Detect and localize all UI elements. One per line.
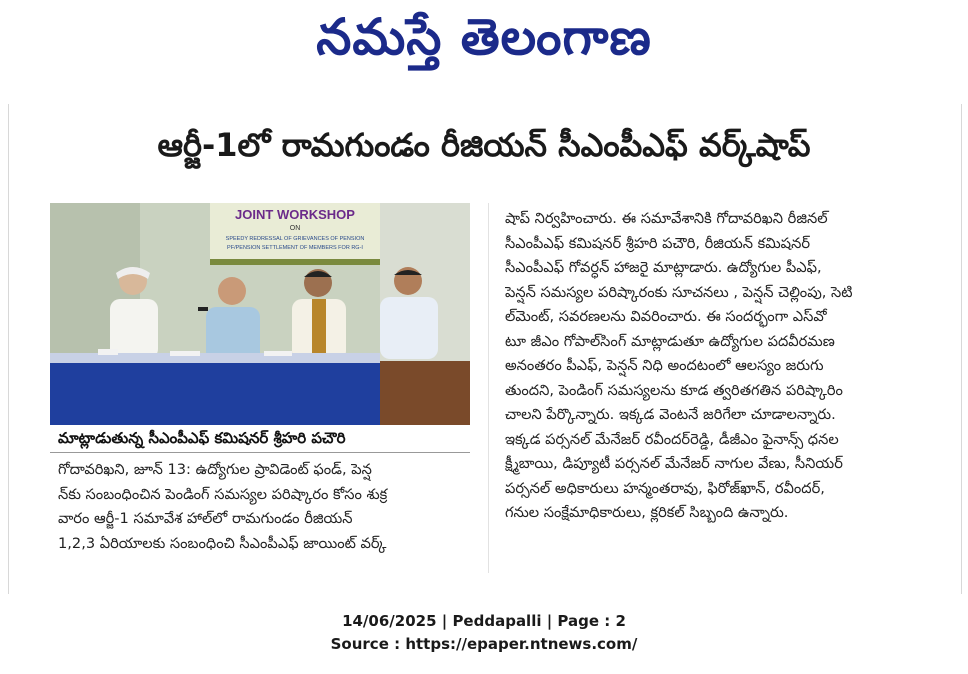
- footer-date-line: 14/06/2025 | Peddapalli | Page : 2: [342, 612, 626, 630]
- banner-line1: SPEEDY REDRESSAL OF GRIEVANCES OF PENSION: [225, 236, 365, 242]
- banner-line2: PF/PENSION SETTLEMENT OF MEMBERS FOR RG-I: [227, 245, 363, 251]
- footer-source-line: Source : https://epaper.ntnews.com/: [330, 635, 638, 653]
- masthead-logo: నమస్తే తెలంగాణ: [316, 8, 652, 66]
- photo-caption: మాట్లాడుతున్న సీఎంపీఎఫ్ కమిషనర్ శ్రీహరి పచౌరి: [58, 429, 346, 447]
- article-left-column: [58, 458, 470, 556]
- column-divider: [488, 203, 489, 573]
- article-line: తుందని, పెండింగ్ సమస్యలను కూడ త్వరితగతిన పరిష్కారిం: [505, 381, 843, 399]
- article-line: ల్‌మెంట్, సవరణలను వివరించారు. ఈ సందర్భంగా ఎస్‌వో: [505, 308, 827, 325]
- article-line: గనుల సంక్షేమాధికారులు, క్లరికల్ సిబ్బంది ఉన్నారు.: [505, 504, 789, 521]
- caption-rule: [50, 452, 470, 453]
- article-line: న్‌కు సంబంధించిన పెండింగ్ సమస్యల పరిష్కారం కోసం శుక్ర: [58, 485, 388, 503]
- article-line: సీఎంపీఎఫ్ గోవర్ధన్ హాజరై మాట్లాడారు. ఉద్యోగుల పీఎఫ్,: [505, 259, 822, 276]
- article-line: టూ జీఎం గోపాల్‌సింగ్ మాట్లాడుతూ ఉద్యోగుల పదవీరమణ: [505, 332, 835, 350]
- article-line: గోదావరిఖని, జూన్ 13: ఉద్యోగుల ప్రావిడెంట్ ఫండ్, పెన్ష: [58, 461, 372, 478]
- article-line: షాప్ నిర్వహించారు. ఈ సమావేశానికి గోదావరిఖని రీజినల్: [505, 210, 828, 227]
- article-line: చాలని పేర్కొన్నారు. ఇక్కడ వెంటనే జరిగేలా చూడాలన్నారు.: [505, 406, 836, 423]
- article-line: అనంతరం పీఎఫ్, పెన్షన్ నిధి అందటంలో ఆలస్యం జరుగు: [505, 357, 824, 374]
- banner-sub: ON: [289, 225, 301, 232]
- article-line: సీఎంపీఎఫ్ కమిషనర్ శ్రీహరి పచౌరి, రీజియన్ కమిషనర్: [505, 234, 810, 252]
- article-line: వారం ఆర్జీ-1 సమావేశ హాల్‌లో రామగుండం రీజియన్: [58, 510, 353, 527]
- article-right-column: [505, 207, 935, 526]
- banner-title: JOINT WORKSHOP: [235, 207, 355, 222]
- article-line: ఇక్కడ పర్సనల్ మేనేజర్ రవీందర్‌రెడ్డి, డీజీఎం ఫైనాన్స్ ధనల: [505, 430, 839, 448]
- article-line: పర్సనల్ అధికారులు హన్మంతరావు, ఫిరోజ్‌ఖాన్, రవీందర్,: [505, 479, 825, 497]
- article-line: క్ష్మీబాయి, డిప్యూటీ పర్సనల్ మేనేజర్ నాగుల వేణు, సీనియర్: [505, 455, 843, 472]
- news-photo: [50, 203, 470, 425]
- article-line: పెన్షన్ సమస్యల పరిష్కారంకు సూచనలు , పెన్షన్ చెల్లింపు, సెటి: [505, 283, 853, 301]
- headline: ఆర్జీ-1లో రామగుండం రీజియన్ సీఎంపీఎఫ్ వర్క్‌షాప్: [157, 126, 811, 164]
- article-line: 1,2,3 ఏరియాలకు సంబంధించి సీఎంపీఎఫ్ జాయింట్ వర్క్: [58, 534, 387, 552]
